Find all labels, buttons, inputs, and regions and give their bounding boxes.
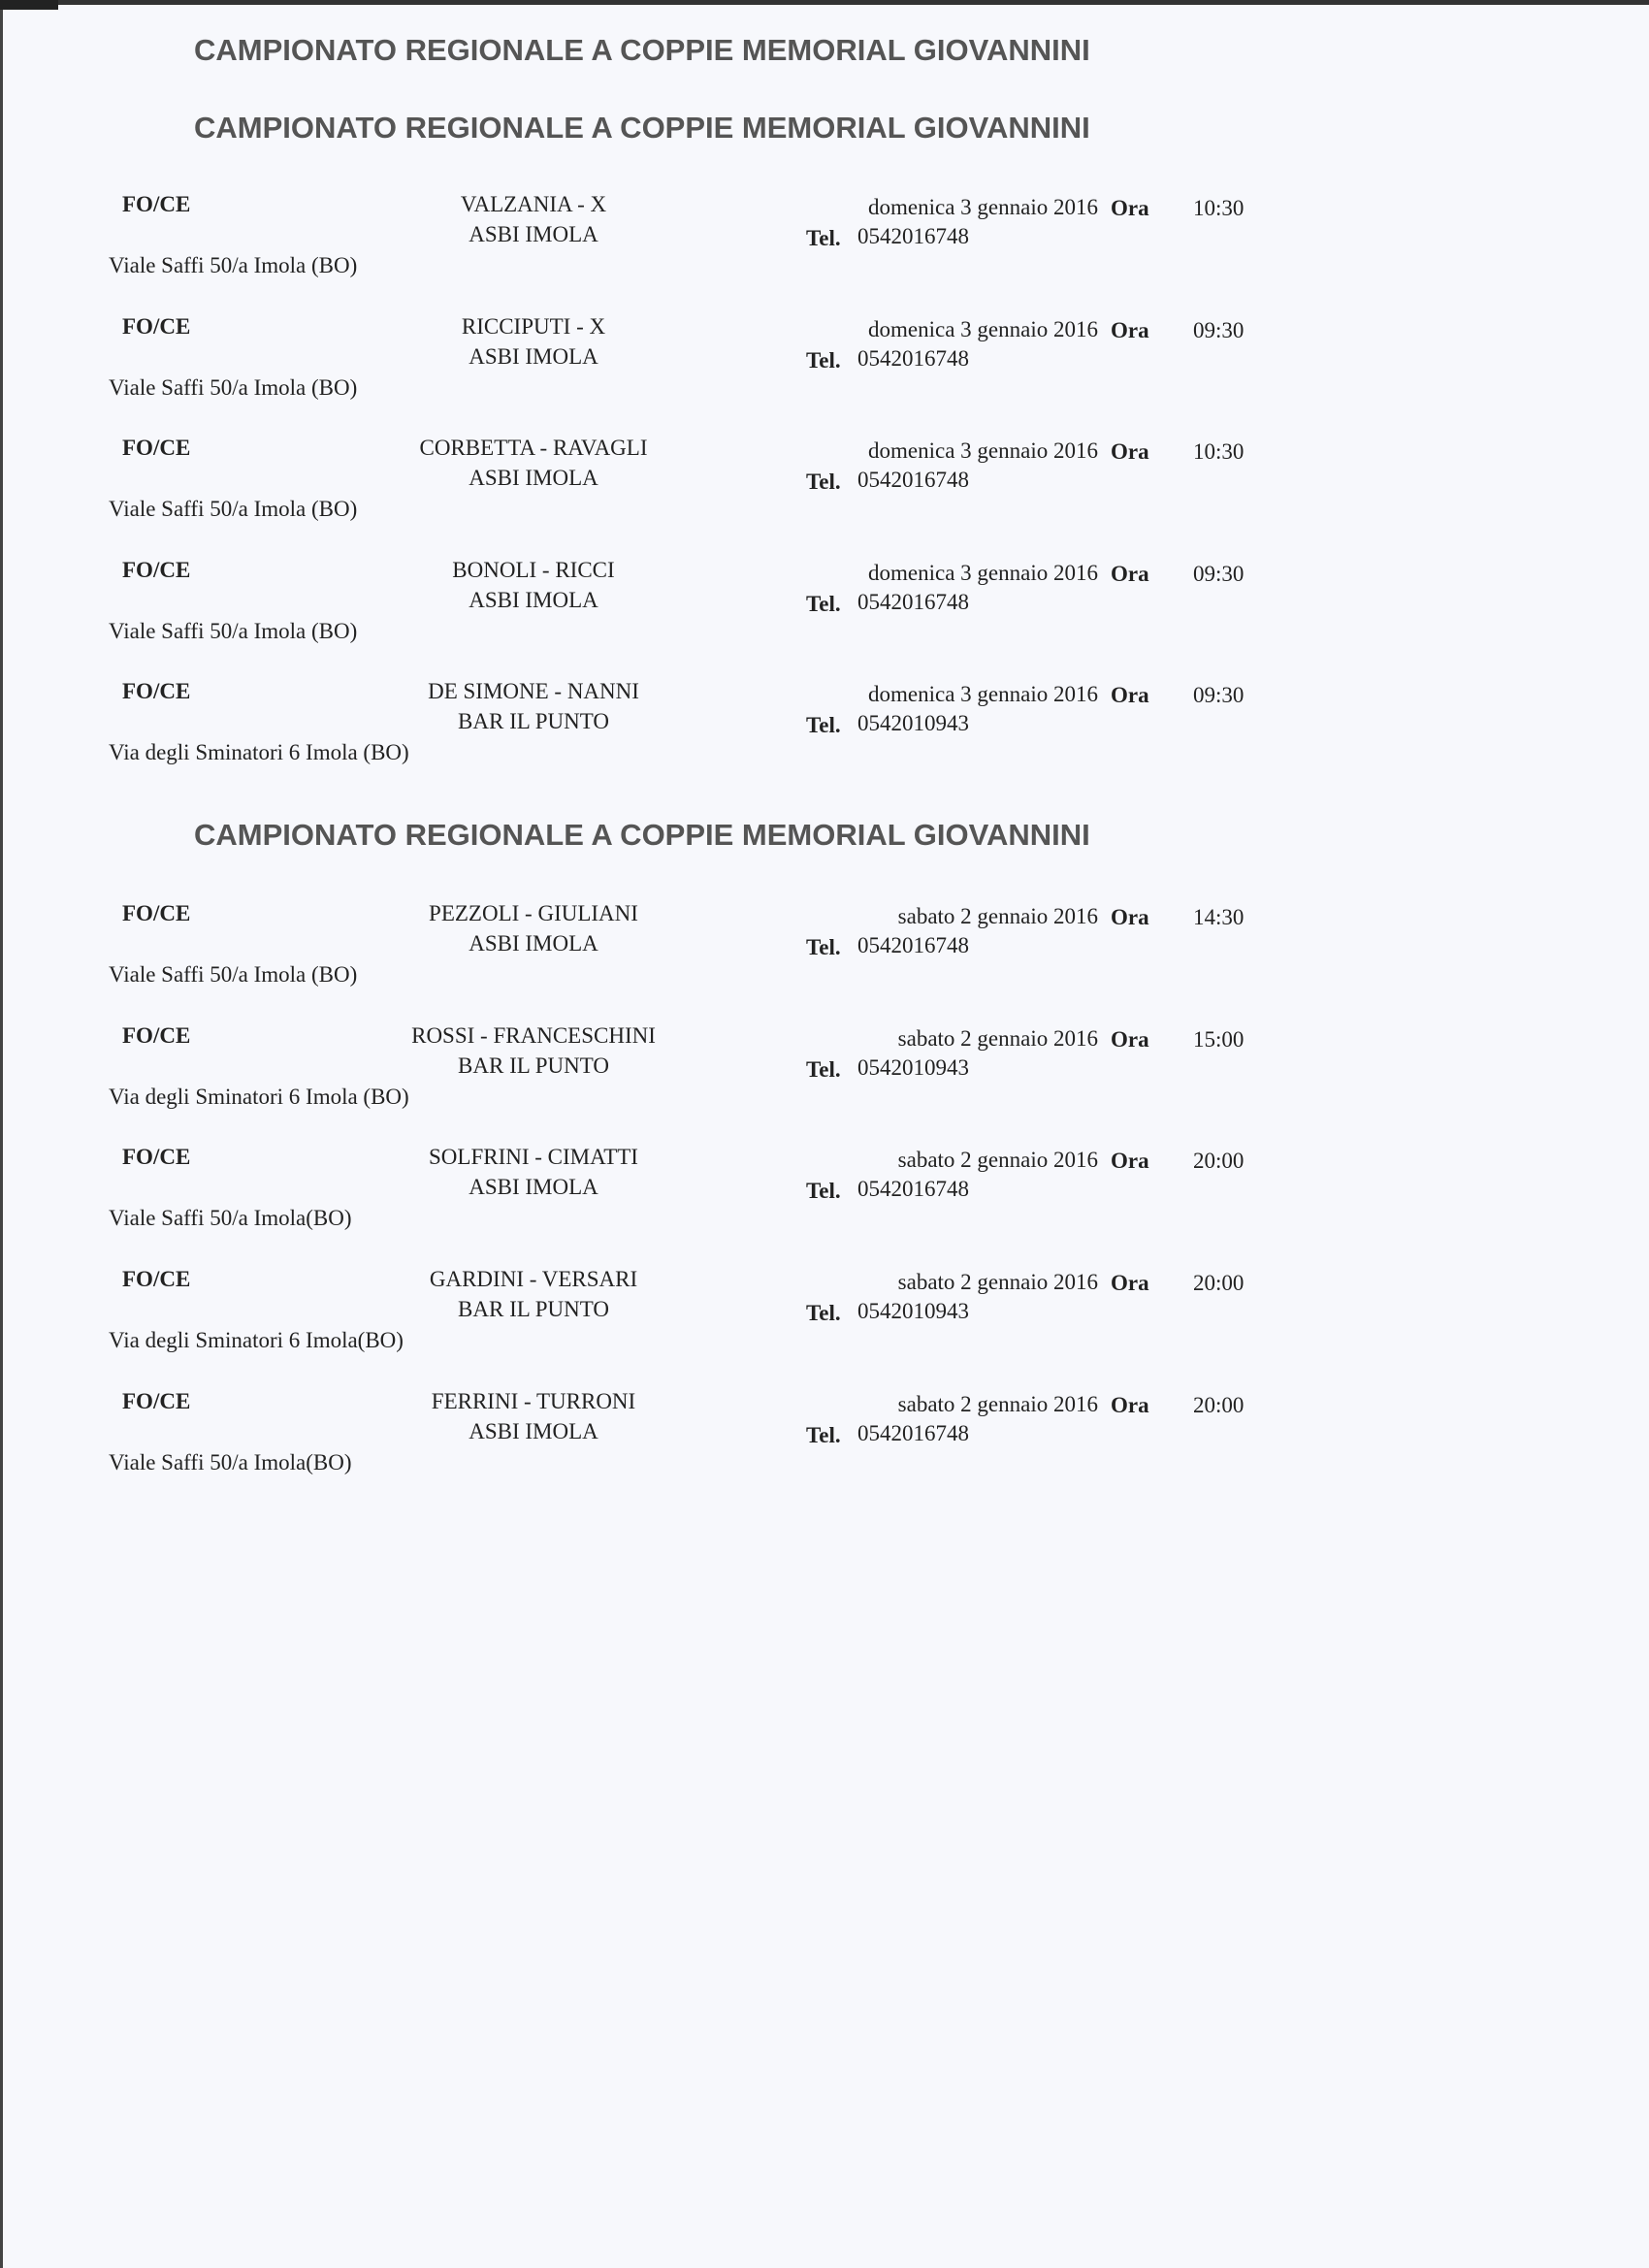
- address: Viale Saffi 50/a Imola (BO): [109, 253, 358, 277]
- teams: PEZZOLI - GIULIANI: [429, 901, 638, 925]
- address: Viale Saffi 50/a Imola (BO): [109, 962, 358, 987]
- tel-label: Tel.: [806, 1179, 841, 1203]
- match-date: sabato 2 gennaio 2016: [897, 1392, 1098, 1416]
- scan-corner-mark: [0, 0, 58, 10]
- venue: ASBI IMOLA: [469, 931, 598, 956]
- ora-label: Ora: [1111, 196, 1149, 220]
- match-entry: [0, 1267, 1649, 1364]
- venue: ASBI IMOLA: [469, 344, 598, 369]
- category: FO/CE: [122, 192, 191, 216]
- teams: SOLFRINI - CIMATTI: [429, 1145, 638, 1169]
- category: FO/CE: [122, 558, 191, 582]
- tel-label: Tel.: [806, 713, 841, 737]
- match-time: 15:00: [1193, 1027, 1245, 1052]
- phone-number: 0542016748: [857, 1177, 969, 1201]
- match-entry: [0, 558, 1649, 655]
- category: FO/CE: [122, 1023, 191, 1048]
- address: Viale Saffi 50/a Imola (BO): [109, 619, 358, 643]
- ora-label: Ora: [1111, 1027, 1149, 1052]
- venue: ASBI IMOLA: [469, 588, 598, 612]
- match-date: domenica 3 gennaio 2016: [868, 317, 1098, 341]
- category: FO/CE: [122, 1267, 191, 1291]
- match-time: 09:30: [1193, 562, 1245, 586]
- phone-number: 0542010943: [857, 1299, 969, 1323]
- match-date: domenica 3 gennaio 2016: [868, 195, 1098, 219]
- document-title: CAMPIONATO REGIONALE A COPPIE MEMORIAL GIOVANNINI: [194, 33, 1090, 67]
- match-date: domenica 3 gennaio 2016: [868, 561, 1098, 585]
- ora-label: Ora: [1111, 562, 1149, 586]
- venue: ASBI IMOLA: [469, 1419, 598, 1443]
- match-entry: [0, 314, 1649, 411]
- section-title: CAMPIONATO REGIONALE A COPPIE MEMORIAL GIOVANNINI: [194, 818, 1090, 852]
- section-title: CAMPIONATO REGIONALE A COPPIE MEMORIAL GIOVANNINI: [194, 111, 1090, 145]
- match-entry: [0, 192, 1649, 289]
- match-entry: [0, 1145, 1649, 1242]
- venue: ASBI IMOLA: [469, 222, 598, 246]
- tel-label: Tel.: [806, 1423, 841, 1447]
- teams: CORBETTA - RAVAGLI: [419, 436, 648, 460]
- match-time: 20:00: [1193, 1149, 1245, 1173]
- tel-label: Tel.: [806, 935, 841, 959]
- match-entry: [0, 1023, 1649, 1120]
- match-date: sabato 2 gennaio 2016: [897, 904, 1098, 928]
- tel-label: Tel.: [806, 592, 841, 616]
- phone-number: 0542010943: [857, 1055, 969, 1080]
- match-date: sabato 2 gennaio 2016: [897, 1148, 1098, 1172]
- match-time: 14:30: [1193, 905, 1245, 929]
- phone-number: 0542016748: [857, 590, 969, 614]
- venue: ASBI IMOLA: [469, 1175, 598, 1199]
- ora-label: Ora: [1111, 318, 1149, 342]
- match-time: 20:00: [1193, 1271, 1245, 1295]
- ora-label: Ora: [1111, 683, 1149, 707]
- phone-number: 0542016748: [857, 933, 969, 957]
- match-time: 09:30: [1193, 318, 1245, 342]
- page-top-edge: [0, 0, 1649, 5]
- teams: BONOLI - RICCI: [452, 558, 615, 582]
- match-time: 20:00: [1193, 1393, 1245, 1417]
- tel-label: Tel.: [806, 226, 841, 250]
- teams: GARDINI - VERSARI: [429, 1267, 638, 1291]
- teams: VALZANIA - X: [460, 192, 607, 216]
- category: FO/CE: [122, 1145, 191, 1169]
- category: FO/CE: [122, 436, 191, 460]
- match-entry: [0, 679, 1649, 776]
- venue: BAR IL PUNTO: [458, 1297, 609, 1321]
- address: Viale Saffi 50/a Imola(BO): [109, 1450, 352, 1474]
- address: Viale Saffi 50/a Imola (BO): [109, 375, 358, 400]
- address: Via degli Sminatori 6 Imola(BO): [109, 1328, 404, 1352]
- match-time: 10:30: [1193, 439, 1245, 464]
- tel-label: Tel.: [806, 1057, 841, 1082]
- ora-label: Ora: [1111, 439, 1149, 464]
- match-entry: [0, 901, 1649, 998]
- ora-label: Ora: [1111, 1149, 1149, 1173]
- phone-number: 0542016748: [857, 1421, 969, 1445]
- ora-label: Ora: [1111, 1393, 1149, 1417]
- match-date: sabato 2 gennaio 2016: [897, 1026, 1098, 1051]
- match-date: domenica 3 gennaio 2016: [868, 438, 1098, 463]
- phone-number: 0542016748: [857, 346, 969, 371]
- teams: DE SIMONE - NANNI: [428, 679, 639, 703]
- ora-label: Ora: [1111, 905, 1149, 929]
- match-entry: [0, 436, 1649, 533]
- ora-label: Ora: [1111, 1271, 1149, 1295]
- venue: BAR IL PUNTO: [458, 709, 609, 733]
- category: FO/CE: [122, 1389, 191, 1413]
- phone-number: 0542016748: [857, 468, 969, 492]
- category: FO/CE: [122, 901, 191, 925]
- match-time: 10:30: [1193, 196, 1245, 220]
- address: Viale Saffi 50/a Imola(BO): [109, 1206, 352, 1230]
- address: Viale Saffi 50/a Imola (BO): [109, 497, 358, 521]
- tel-label: Tel.: [806, 470, 841, 494]
- match-time: 09:30: [1193, 683, 1245, 707]
- teams: FERRINI - TURRONI: [431, 1389, 636, 1413]
- category: FO/CE: [122, 314, 191, 339]
- address: Via degli Sminatori 6 Imola (BO): [109, 1085, 409, 1109]
- venue: ASBI IMOLA: [469, 466, 598, 490]
- venue: BAR IL PUNTO: [458, 1053, 609, 1078]
- phone-number: 0542016748: [857, 224, 969, 248]
- teams: RICCIPUTI - X: [461, 314, 606, 339]
- match-entry: [0, 1389, 1649, 1486]
- match-date: sabato 2 gennaio 2016: [897, 1270, 1098, 1294]
- teams: ROSSI - FRANCESCHINI: [411, 1023, 656, 1048]
- tel-label: Tel.: [806, 348, 841, 373]
- tel-label: Tel.: [806, 1301, 841, 1325]
- address: Via degli Sminatori 6 Imola (BO): [109, 740, 409, 764]
- match-date: domenica 3 gennaio 2016: [868, 682, 1098, 706]
- category: FO/CE: [122, 679, 191, 703]
- phone-number: 0542010943: [857, 711, 969, 735]
